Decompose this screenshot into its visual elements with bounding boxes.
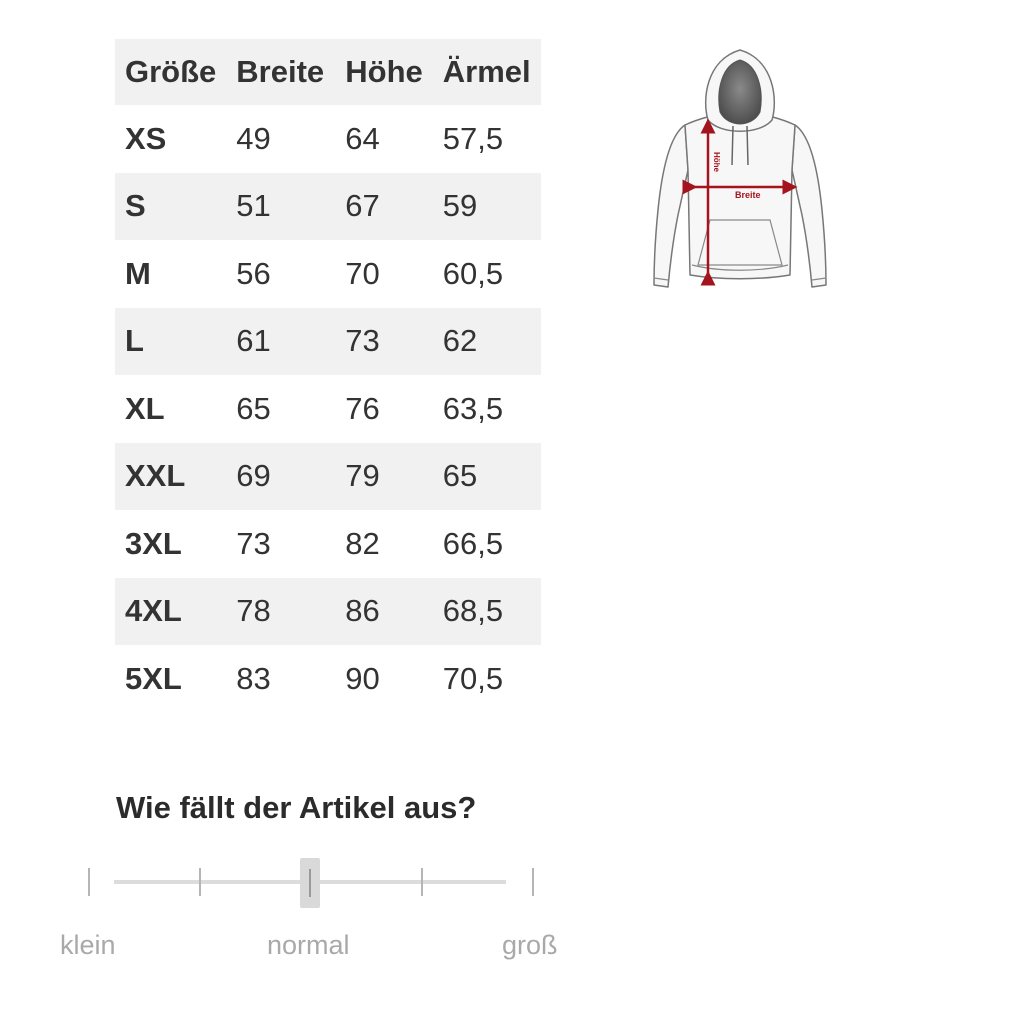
sleeve-cell: 65: [442, 458, 478, 494]
width-cell: 51: [236, 188, 271, 224]
fit-label-large: groß: [502, 930, 558, 960]
table-row: [115, 105, 541, 173]
size-chart-table: [115, 39, 541, 713]
width-cell: 61: [236, 323, 271, 359]
height-cell: 73: [345, 323, 380, 359]
slider-thumb[interactable]: [300, 858, 320, 908]
width-cell: 49: [236, 120, 271, 156]
size-cell: 3XL: [125, 525, 182, 561]
table-row: [115, 308, 541, 376]
height-cell: 70: [345, 255, 380, 291]
fit-label-normal: normal: [267, 930, 350, 960]
slider-tick: [199, 868, 201, 896]
table-row: [115, 443, 541, 511]
width-cell: 83: [236, 660, 271, 696]
size-cell: L: [125, 323, 144, 359]
size-cell: 5XL: [125, 660, 182, 696]
slider-tick: [532, 868, 534, 896]
height-cell: 76: [345, 390, 380, 426]
height-cell: 82: [345, 525, 380, 561]
width-cell: 78: [236, 593, 271, 629]
table-row: [115, 240, 541, 308]
sleeve-cell: 60,5: [442, 255, 504, 291]
size-cell: XL: [125, 390, 165, 426]
header-sleeve: Ärmel: [442, 54, 531, 89]
height-cell: 86: [345, 593, 380, 629]
sleeve-cell: 68,5: [442, 593, 504, 629]
table-row: [115, 510, 541, 578]
fit-slider[interactable]: [80, 855, 550, 915]
sleeve-cell: 59: [442, 188, 478, 224]
sleeve-cell: 70,5: [442, 660, 504, 696]
table-row: [115, 173, 541, 241]
table-row: [115, 578, 541, 646]
width-cell: 73: [236, 525, 271, 561]
table-header-row: [115, 39, 541, 105]
size-cell: XXL: [125, 458, 186, 494]
width-label: Breite: [735, 190, 761, 200]
size-cell: 4XL: [125, 593, 182, 629]
header-size: Größe: [125, 54, 217, 89]
height-cell: 67: [345, 188, 380, 224]
width-cell: 65: [236, 390, 271, 426]
sleeve-cell: 62: [442, 323, 478, 359]
slider-tick: [421, 868, 423, 896]
hoodie-measurement-diagram: [640, 40, 840, 300]
slider-tick: [88, 868, 90, 896]
height-cell: 64: [345, 120, 380, 156]
height-cell: 90: [345, 660, 380, 696]
sleeve-cell: 63,5: [442, 390, 504, 426]
size-cell: XS: [125, 120, 167, 156]
table-row: [115, 645, 541, 713]
header-height: Höhe: [345, 54, 423, 89]
height-cell: 79: [345, 458, 380, 494]
sleeve-cell: 66,5: [442, 525, 504, 561]
header-width: Breite: [236, 54, 325, 89]
height-label: Höhe: [712, 152, 721, 172]
sleeve-cell: 57,5: [442, 120, 504, 156]
fit-question: Wie fällt der Artikel aus?: [116, 790, 477, 825]
size-cell: M: [125, 255, 151, 291]
width-cell: 56: [236, 255, 271, 291]
size-cell: S: [125, 188, 146, 224]
table-row: [115, 375, 541, 443]
width-cell: 69: [236, 458, 271, 494]
fit-label-small: klein: [60, 930, 116, 960]
